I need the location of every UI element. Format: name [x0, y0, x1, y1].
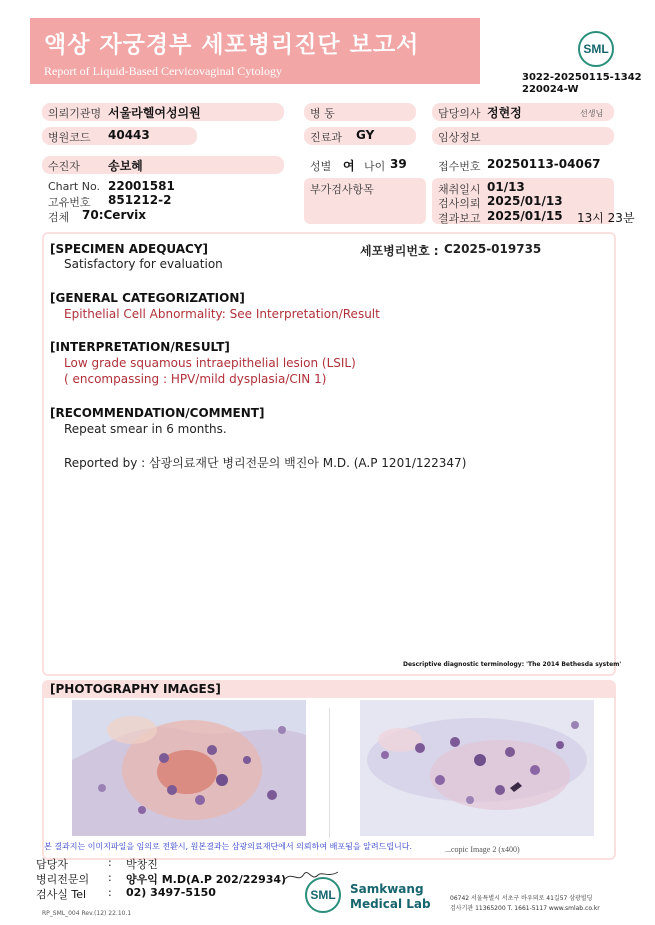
report-code-line2: 220024-W: [522, 84, 579, 95]
sex-value: 여: [343, 159, 355, 173]
hospital-code-value: 40443: [108, 128, 150, 142]
pathology-no-value: C2025-019735: [444, 242, 542, 256]
age-label: 나이: [364, 160, 386, 173]
recommendation-heading: [RECOMMENDATION/COMMENT]: [50, 406, 265, 420]
doctor-suffix: 선생님: [580, 109, 604, 118]
microscopic-image-2: [360, 700, 594, 836]
terminology-note: Descriptive diagnostic terminology: 'The 2014 Bethesda system': [403, 661, 622, 668]
receipt-no-value: 20250113-04067: [487, 157, 601, 171]
result-time-value: 13시 23분: [577, 211, 635, 225]
pathology-no-label: 세포병리번호 :: [360, 244, 439, 258]
lab-address-line2: 검사기관 11365200 T. 1661-5117 www.smlab.co.kr: [450, 905, 600, 912]
patient-value: 송보혜: [108, 159, 143, 173]
doctor-value: 정현정: [487, 106, 522, 120]
doctor-label: 담당의사: [438, 107, 481, 120]
sex-label: 성별: [310, 160, 332, 173]
adequacy-heading: [SPECIMEN ADEQUACY]: [50, 242, 209, 256]
pathologist-value: 양우익 M.D(A.P 202/22934): [126, 873, 287, 886]
category-text: Epithelial Cell Abnormality: See Interpretation/Result: [64, 307, 380, 321]
patient-label: 수진자: [48, 160, 80, 173]
footer-logo-text: SML: [310, 888, 336, 902]
additional-tests-label: 부가검사항목: [310, 183, 374, 196]
ward-label: 병 동: [310, 107, 335, 120]
department-label: 진료과: [310, 131, 342, 144]
age-value: 39: [390, 157, 407, 171]
result-date-label: 결과보고: [438, 212, 481, 225]
lab-tel-colon: :: [108, 886, 112, 899]
chart-no-value: 22001581: [108, 179, 175, 193]
recommendation-text: Repeat smear in 6 months.: [64, 422, 227, 436]
result-date-value: 2025/01/15: [487, 209, 563, 223]
manager-colon: :: [108, 856, 112, 869]
department-value: GY: [356, 128, 375, 142]
lab-tel-label: 검사실 Tel: [36, 888, 87, 901]
manager-label: 담당자: [36, 858, 68, 871]
request-date-value: 2025/01/13: [487, 194, 563, 208]
sml-logo-text: SML: [583, 42, 609, 56]
hospital-code-label: 병원코드: [48, 131, 91, 144]
interpretation-heading: [INTERPRETATION/RESULT]: [50, 340, 230, 354]
footer-sml-logo: [304, 876, 342, 914]
collection-date-label: 채취일시: [438, 183, 481, 196]
pathologist-colon: :: [108, 871, 112, 884]
specimen-label: 검체: [48, 211, 70, 224]
image-notice: 본 결과지는 이미지파일을 임의로 전환시, 원본결과는 삼광의료재단에서 의뢰하여 배포됨을 알려드립니다.: [44, 842, 413, 851]
interpretation-line1: Low grade squamous intraepithelial lesion (LSIL): [64, 356, 356, 370]
institution-value: 서울라헬여성의원: [108, 106, 201, 120]
report-code-line1: 3022-20250115-1342: [522, 72, 642, 83]
reported-by: Reported by : 삼광의료재단 병리전문의 백진아 M.D. (A.P 1201/122347): [64, 456, 467, 470]
pathologist-label: 병리전문의: [36, 873, 90, 886]
clinical-info-label: 임상정보: [438, 131, 481, 144]
photo-heading: [PHOTOGRAPHY IMAGES]: [50, 682, 221, 696]
lab-tel-value: 02) 3497-5150: [126, 886, 216, 899]
category-heading: [GENERAL CATEGORIZATION]: [50, 291, 245, 305]
image-2-caption: ...copic Image 2 (x400): [445, 845, 520, 854]
specimen-value: 70:Cervix: [82, 208, 147, 222]
unique-no-label: 고유번호: [48, 196, 91, 209]
institution-label: 의뢰기관명: [48, 107, 102, 120]
interpretation-line2: ( encompassing : HPV/mild dysplasia/CIN 1): [64, 372, 327, 386]
report-title: 액상 자궁경부 세포병리진단 보고서: [44, 32, 420, 58]
unique-no-value: 851212-2: [108, 193, 172, 207]
chart-no-label: Chart No.: [48, 180, 100, 193]
lab-name-line1: Samkwang: [350, 882, 424, 896]
report-subtitle: Report of Liquid-Based Cervicovaginal Cytology: [44, 64, 282, 78]
lab-name-line2: Medical Lab: [350, 897, 431, 911]
photo-divider: [329, 708, 330, 838]
request-date-label: 검사의뢰: [438, 197, 481, 210]
collection-date-value: 01/13: [487, 180, 525, 194]
lab-address-line1: 06742 서울특별시 서초구 바우뫼로 41길57 삼광빌딩: [450, 895, 593, 902]
form-code: RP_SML_004 Rev.(12) 22.10.1: [42, 910, 132, 917]
adequacy-text: Satisfactory for evaluation: [64, 257, 223, 271]
sml-logo: [577, 30, 615, 68]
manager-value: 박창진: [126, 858, 158, 871]
microscopic-image-1: [72, 700, 306, 836]
receipt-no-label: 접수번호: [438, 160, 481, 173]
